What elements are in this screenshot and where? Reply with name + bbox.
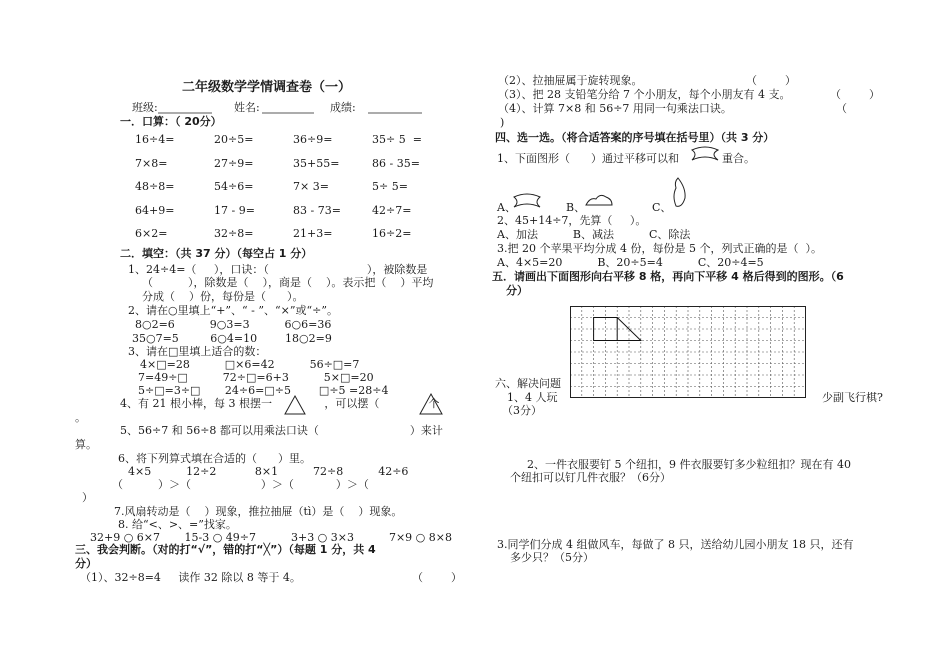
fill-blank-line: ） bbox=[82, 491, 93, 504]
triangle-icon bbox=[419, 393, 443, 415]
fill-blank-line: 7.风扇转动是（ ）现象，推拉抽屉（tì）是（ ）现象。 bbox=[114, 505, 403, 518]
choice-q1: 1、下面图形（ ）通过平移可以和 bbox=[497, 152, 679, 165]
oral-calc-item: 7× 3= bbox=[293, 180, 329, 193]
fill-blank-line: 8. 给“<、>、=”找家。 bbox=[118, 518, 237, 531]
square-triangle-shape bbox=[594, 318, 641, 341]
oral-calc-item: 5÷ 5= bbox=[372, 180, 408, 193]
fill-blank-line: 2、请在○里填上“+”、“ - ”、“×”或“÷”。 bbox=[128, 304, 338, 317]
problem-2-cont: 个纽扣可以钉几件衣服？（6分） bbox=[510, 471, 671, 484]
judge-item-4: （4）、计算 7×8 和 56÷7 用同一句乘法口诀。 bbox=[498, 102, 732, 115]
shape-b-icon bbox=[584, 193, 614, 209]
oral-calc-item: 42÷7= bbox=[372, 203, 412, 217]
oral-calc-item: 27÷9= bbox=[214, 156, 254, 170]
problem-3-cont: 多少只？（5分） bbox=[510, 551, 594, 564]
judge-paren-2: （ ） bbox=[746, 74, 796, 87]
choice-q2: 2、45+14÷7，先算（ ）。 bbox=[497, 214, 647, 227]
fill-blank-line: 1、24÷4=（ ），口诀：（ ），被除数是 bbox=[128, 263, 428, 276]
section-4-heading: 四、选一选。（将合适答案的序号填在括号里）（共 3 分） bbox=[495, 131, 775, 144]
oral-calc-item: 20÷5= bbox=[214, 133, 254, 146]
oral-calc-item: 86 - 35= bbox=[372, 156, 420, 170]
shape-a-icon bbox=[512, 193, 542, 209]
oral-calc-item: 35+55= bbox=[293, 156, 340, 170]
fill-blank-line: 7=49÷□ 72÷□=6+3 5×□=20 bbox=[138, 371, 374, 384]
judge-paren-4-open: （ bbox=[836, 102, 847, 115]
oral-calc-item: 64+9= bbox=[135, 203, 175, 217]
oral-calc-item: 83 - 73= bbox=[293, 203, 341, 217]
score-label: 成绩: bbox=[330, 101, 356, 114]
oral-calc-item: 48÷8= bbox=[135, 180, 175, 193]
fill-blank-line: 35○7=5 6○4=10 18○2=9 bbox=[132, 332, 332, 345]
name-label: 姓名: bbox=[234, 101, 260, 114]
choice-q3-options: A、4×5=20 B、20÷5=4 C、20÷4=5 bbox=[497, 256, 764, 269]
fill-blank-line: 5、56÷7 和 56÷8 都可以用乘法口诀（ ）来计 bbox=[120, 424, 443, 437]
fill-blank-line: 32+9 ○ 6×7 15-3 ○ 49÷7 3+3 ○ 3×3 7×9 ○ 8×8 bbox=[90, 531, 452, 544]
fill-blank-line: 3、请在□里填上适合的数： bbox=[128, 345, 267, 358]
section-1-heading: 一．口算：（ 20分） bbox=[120, 115, 222, 128]
judge-item-3: （3）、把 28 支铅笔分给 7 个小朋友，每个小朋友有 4 支。 bbox=[498, 88, 791, 101]
oral-calc-item: 16÷2= bbox=[372, 227, 412, 240]
triangle-icon bbox=[284, 395, 306, 415]
fill-blank-line: 8○2=6 9○3=3 6○6=36 bbox=[135, 318, 332, 331]
oral-calc-item: 7×8= bbox=[135, 156, 168, 170]
oral-calc-item: 16÷4= bbox=[135, 133, 175, 146]
page-title: 二年级数学学情调查卷（一） bbox=[182, 80, 352, 95]
judge-paren-1: （ ） bbox=[412, 571, 462, 584]
problem-1-tail: 少副飞行棋? bbox=[822, 391, 883, 404]
oral-calc-item: 17 - 9= bbox=[214, 203, 255, 217]
section-3-heading: 三、我会判断。（对的打“√”，错的打“╳”）（每题 1 分，共 4 bbox=[75, 543, 376, 556]
oral-calc-item: 32÷8= bbox=[214, 227, 254, 240]
choice-q3: 3.把 20 个苹果平均分成 4 份，每份是 5 个，列式正确的是（ ）。 bbox=[497, 242, 822, 255]
choice-q1-opt-a: A、 bbox=[497, 201, 516, 214]
judge-item-2: （2）、拉抽屉属于旋转现象。 bbox=[498, 74, 643, 87]
fill-blank-line: 分成（ ）份，每份是（ ）。 bbox=[142, 290, 304, 303]
section-2-heading: 二．填空：（共 37 分）（每空占 1 分） bbox=[120, 247, 313, 260]
fill-blank-line: 4、有 21 根小棒，每 3 根摆一 ，可以摆（ 个 bbox=[120, 397, 440, 410]
chevron-shape-icon bbox=[690, 146, 720, 162]
fill-blank-line: （ ），除数是（ ），商是（ ）。表示把（ ）平均 bbox=[142, 276, 434, 289]
problem-3: 3.同学们分成 4 组做风车，每做了 8 只，送给幼儿园小朋友 18 只，还有 bbox=[497, 538, 854, 551]
fill-blank-line: 。 bbox=[75, 411, 86, 424]
section-5-heading: 五．请画出下面图形向右平移 8 格，再向下平移 4 格后得到的图形。（6 bbox=[492, 270, 844, 283]
shape-c-icon bbox=[670, 176, 688, 210]
problem-1: 1、4 人玩 bbox=[507, 391, 558, 404]
oral-calc-item: 21+3= bbox=[293, 227, 333, 240]
choice-q1-opt-b: B、 bbox=[566, 201, 586, 214]
judge-paren-4-close: ) bbox=[500, 116, 505, 129]
fill-blank-line: 6、将下列算式填在合适的（ ）里。 bbox=[118, 452, 311, 465]
fill-blank-line: （ ）＞（ ）＞（ ）＞（ bbox=[112, 478, 369, 491]
choice-q1-opt-c: C、 bbox=[652, 201, 672, 214]
oral-calc-item: 35÷ 5 = bbox=[372, 133, 422, 146]
oral-calc-item: 36÷9= bbox=[293, 133, 333, 146]
fill-blank-line: 算。 bbox=[75, 438, 97, 451]
oral-calc-item: 54÷6= bbox=[214, 180, 254, 193]
section-6-heading: 六、解决问题 bbox=[495, 377, 561, 390]
problem-1-score: （3分） bbox=[502, 404, 542, 417]
problem-2: 2、一件衣服要钉 5 个纽扣，9 件衣服要钉多少粒纽扣？现在有 40 bbox=[527, 458, 851, 471]
section-5-heading-cont: 分） bbox=[506, 284, 528, 297]
translation-grid bbox=[570, 306, 806, 398]
class-label: 班级: bbox=[132, 101, 158, 114]
judge-item-1: （1）、32÷8=4 读作 32 除以 8 等于 4。 bbox=[80, 571, 301, 584]
fill-blank-line: 4×□=28 □×6=42 56÷□=7 bbox=[140, 358, 360, 371]
oral-calc-item: 6×2= bbox=[135, 227, 168, 240]
fill-blank-line: 4×5 12÷2 8×1 72÷8 42÷6 bbox=[128, 465, 409, 478]
judge-paren-3: （ ） bbox=[830, 88, 880, 101]
section-3-heading-cont: 分） bbox=[75, 557, 97, 570]
choice-q1-tail: 重合。 bbox=[722, 152, 755, 165]
fill-blank-line: 5÷□=3÷□ 24÷6=□÷5 □÷5 =28÷4 bbox=[138, 384, 389, 397]
choice-q2-options: A、加法 B、减法 C、除法 bbox=[497, 228, 691, 241]
